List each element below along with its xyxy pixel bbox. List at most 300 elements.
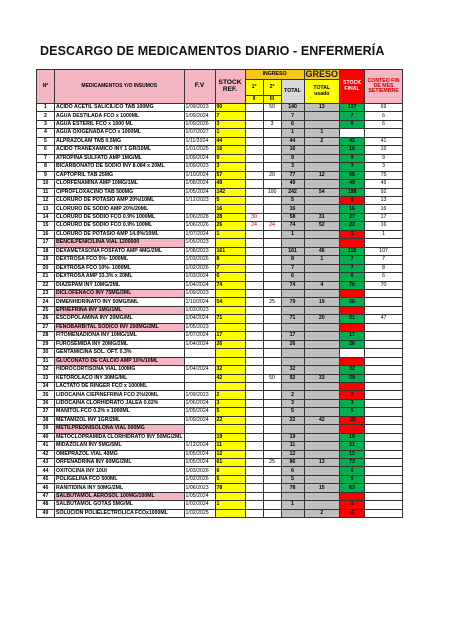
ingreso-first-cell	[245, 196, 263, 204]
medication-name-cell: CAPTOPRIL TAB 25MG	[55, 171, 185, 179]
total-cell: 78	[281, 484, 304, 492]
conteo-fin-mes-cell: 17	[365, 213, 403, 221]
row-number-cell: 29	[37, 340, 55, 348]
ingreso-first-cell: 30	[245, 213, 263, 221]
ingreso-second-cell	[263, 416, 281, 424]
header-stock-final: STOCK FINAL	[340, 70, 365, 104]
table-row	[37, 281, 403, 289]
total-cell	[281, 349, 304, 357]
ingreso-second-cell	[263, 196, 281, 204]
stock-final-cell: 6	[340, 273, 365, 281]
stock-final-cell	[340, 323, 365, 331]
total-used-cell: 19	[304, 298, 340, 306]
table-row	[37, 154, 403, 162]
medication-name-cell: HIDROCORTISONA VIAL 100MG	[55, 366, 185, 374]
row-number-cell: 10	[37, 180, 55, 188]
medication-name-cell: POLIGELINA FCO 500ML	[55, 475, 185, 483]
stock-final-cell	[340, 425, 365, 433]
stock-final-cell: 19	[340, 433, 365, 441]
ingreso-first-cell	[245, 501, 263, 509]
ingreso-first-cell	[245, 256, 263, 264]
header-total-used: TOTAL usado	[304, 80, 340, 104]
expiry-date-cell: 1/05/2024	[184, 459, 215, 467]
stock-ref-cell: 1	[215, 129, 245, 137]
conteo-fin-mes-cell	[365, 459, 403, 467]
total-used-cell: 1	[304, 256, 340, 264]
stock-final-cell: 127	[340, 104, 365, 112]
table-row	[37, 349, 403, 357]
ingreso-second-cell	[263, 146, 281, 154]
ingreso-first-cell	[245, 484, 263, 492]
expiry-date-cell: 1/09/2024	[184, 154, 215, 162]
stock-final-cell: 73	[340, 459, 365, 467]
total-cell: 2	[281, 391, 304, 399]
medication-name-cell: CLORURO DE POTASIO AMP 20%/10ML	[55, 196, 185, 204]
total-used-cell: 13	[304, 459, 340, 467]
medication-name-cell: FUROSEMIDA INY 20MG/2ML	[55, 340, 185, 348]
conteo-fin-mes-cell	[365, 425, 403, 433]
medication-name-cell: ACIDO ACETIL SALICÍLICO TAB 100MG	[55, 104, 185, 112]
ingreso-second-cell	[263, 442, 281, 450]
medication-name-cell: DIAZEPAM INY 10MG/2ML	[55, 281, 185, 289]
row-number-cell: 22	[37, 281, 55, 289]
expiry-date-cell: 1/09/2024	[184, 112, 215, 120]
ingreso-second-cell	[263, 484, 281, 492]
table-row	[37, 425, 403, 433]
stock-ref-cell	[215, 509, 245, 517]
ingreso-first-cell	[245, 129, 263, 137]
row-number-cell: 12	[37, 196, 55, 204]
total-cell: 22	[281, 416, 304, 424]
medication-name-cell: DEXTROSA AMP 33.3% x 20ML	[55, 273, 185, 281]
total-used-cell	[304, 349, 340, 357]
medication-name-cell: OXITOCINA INY 10UI	[55, 467, 185, 475]
medication-name-cell: LACTATO DE RINGER FCO x 1000ML	[55, 382, 185, 390]
medication-name-cell: ALPRAZOLAM TAB 0.5MG	[55, 137, 185, 145]
total-cell: 9	[281, 154, 304, 162]
medication-name-cell: MIDAZOLAN INY 5MG/5ML	[55, 442, 185, 450]
medication-name-cell: ATROPINA SULFATO AMP 1MG/ML	[55, 154, 185, 162]
ingreso-second-cell	[263, 264, 281, 272]
total-used-cell	[304, 306, 340, 314]
ingreso-second-cell: 25	[263, 298, 281, 306]
stock-ref-cell	[215, 306, 245, 314]
total-cell: 6	[281, 273, 304, 281]
total-used-cell: 31	[304, 213, 340, 221]
row-number-cell: 35	[37, 391, 55, 399]
expiry-date-cell: 1/10/2024	[184, 171, 215, 179]
conteo-fin-mes-cell: 13	[365, 196, 403, 204]
medication-name-cell: BICARBONATO DE SODIO INY 8.084 x 20ML	[55, 163, 185, 171]
medication-name-cell: BENCILPENICILINA VIAL 1200000	[55, 239, 185, 247]
conteo-fin-mes-cell	[365, 366, 403, 374]
medication-name-cell: SALBUTAMOL GOTAS 5MG/ML	[55, 501, 185, 509]
medication-name-cell: LIDOCAINA C/EPINEFRINA FCO 2%/20ML	[55, 391, 185, 399]
table-row	[37, 492, 403, 500]
stock-ref-cell	[215, 239, 245, 247]
expiry-date-cell: 1/03/2024	[184, 273, 215, 281]
ingreso-first-cell	[245, 154, 263, 162]
ingreso-second-cell	[263, 332, 281, 340]
total-cell: 44	[281, 137, 304, 145]
conteo-fin-mes-cell	[365, 484, 403, 492]
expiry-date-cell: 1/08/2024	[184, 180, 215, 188]
table-row	[37, 340, 403, 348]
conteo-fin-mes-cell: 3	[365, 163, 403, 171]
conteo-fin-mes-cell	[365, 391, 403, 399]
total-cell: 161	[281, 247, 304, 255]
row-number-cell: 21	[37, 273, 55, 281]
ingreso-second-cell	[263, 180, 281, 188]
total-used-cell: 20	[304, 315, 340, 323]
total-cell: 3	[281, 399, 304, 407]
conteo-fin-mes-cell: 6	[365, 120, 403, 128]
ingreso-second-cell	[263, 391, 281, 399]
row-number-cell: 26	[37, 315, 55, 323]
stock-ref-cell: 1	[215, 501, 245, 509]
ingreso-second-cell	[263, 467, 281, 475]
total-used-cell	[304, 146, 340, 154]
header-ingreso: INGRESO	[245, 70, 304, 80]
ingreso-first-cell	[245, 475, 263, 483]
total-cell: 74	[281, 281, 304, 289]
stock-ref-cell: 61	[215, 459, 245, 467]
stock-ref-cell: 26	[215, 222, 245, 230]
total-used-cell	[304, 239, 340, 247]
stock-ref-cell: 3	[215, 399, 245, 407]
stock-final-cell: 27	[340, 213, 365, 221]
table-row	[37, 129, 403, 137]
ingreso-first-cell	[245, 492, 263, 500]
row-number-cell: 30	[37, 349, 55, 357]
ingreso-first-cell	[245, 416, 263, 424]
total-cell: 5	[281, 475, 304, 483]
ingreso-second-cell	[263, 281, 281, 289]
expiry-date-cell: 1/03/2023	[184, 306, 215, 314]
expiry-date-cell: 1/09/2023	[184, 104, 215, 112]
stock-ref-cell: 16	[215, 146, 245, 154]
stock-final-cell: 7	[340, 256, 365, 264]
expiry-date-cell: 1/10/2024	[184, 298, 215, 306]
stock-ref-cell: 1	[215, 230, 245, 238]
ingreso-first-cell	[245, 264, 263, 272]
ingreso-first-cell	[245, 340, 263, 348]
ingreso-first-cell	[245, 433, 263, 441]
medication-name-cell: ORFENADRINA INY 60MG/2ML	[55, 459, 185, 467]
conteo-fin-mes-cell: 8	[365, 264, 403, 272]
stock-final-cell	[340, 492, 365, 500]
conteo-fin-mes-cell: 16	[365, 205, 403, 213]
total-cell: 92	[281, 374, 304, 382]
medication-name-cell: SALBUTAMOL AEROSOL 100MG/100ML	[55, 492, 185, 500]
total-used-cell	[304, 408, 340, 416]
total-used-cell: 2	[304, 137, 340, 145]
medication-name-cell: DEXTROSA FCO 10%- 1000ML	[55, 264, 185, 272]
table-row	[37, 163, 403, 171]
stock-final-cell: 5	[340, 196, 365, 204]
medication-name-cell: KETOROLACO INY 30MG/ML	[55, 374, 185, 382]
total-cell: 16	[281, 205, 304, 213]
stock-final-cell: 22	[340, 222, 365, 230]
total-used-cell	[304, 163, 340, 171]
total-used-cell	[304, 196, 340, 204]
stock-final-cell: 16	[340, 146, 365, 154]
stock-ref-cell	[215, 382, 245, 390]
total-cell: 242	[281, 188, 304, 196]
stock-final-cell: 3	[340, 399, 365, 407]
conteo-fin-mes-cell: 75	[365, 171, 403, 179]
stock-ref-cell: 26	[215, 340, 245, 348]
conteo-fin-mes-cell: 49	[365, 180, 403, 188]
expiry-date-cell: 1/09/2023	[184, 391, 215, 399]
total-used-cell	[304, 154, 340, 162]
expiry-date-cell: 1/05/2023	[184, 239, 215, 247]
stock-final-cell: 49	[340, 180, 365, 188]
ingreso-first-cell	[245, 332, 263, 340]
row-number-cell: 6	[37, 146, 55, 154]
ingreso-second-cell	[263, 475, 281, 483]
ingreso-first-cell	[245, 467, 263, 475]
expiry-date-cell: 1/09/2023	[184, 289, 215, 297]
table-row	[37, 484, 403, 492]
conteo-fin-mes-cell: 107	[365, 247, 403, 255]
conteo-fin-mes-cell: 9	[365, 154, 403, 162]
expiry-date-cell: 1/05/2024	[184, 492, 215, 500]
total-cell: 49	[281, 180, 304, 188]
stock-ref-cell: 44	[215, 137, 245, 145]
medication-name-cell: METOCLOPRAMIDA CLORHIDRATO INY 50MG/2ML	[56, 433, 183, 440]
ingreso-first-cell	[245, 366, 263, 374]
row-number-cell: 7	[37, 154, 55, 162]
expiry-date-cell: 1/06/2028	[184, 213, 215, 221]
total-cell: 16	[281, 146, 304, 154]
expiry-date-cell	[184, 357, 215, 365]
ingreso-second-cell	[263, 163, 281, 171]
stock-ref-cell: 11	[215, 442, 245, 450]
stock-ref-cell: 19	[215, 433, 245, 441]
total-used-cell	[304, 180, 340, 188]
total-used-cell	[304, 425, 340, 433]
header-second: 2º	[263, 80, 281, 96]
table-row	[37, 442, 403, 450]
ingreso-second-cell	[263, 306, 281, 314]
medication-name-cell: DEXTROSA FCO 5%- 1000ML	[55, 256, 185, 264]
total-cell: 17	[281, 332, 304, 340]
expiry-date-cell	[184, 433, 215, 441]
stock-ref-cell: 16	[215, 205, 245, 213]
table-row	[37, 509, 403, 517]
medication-name-cell: CLORFENAMINA AMP 10MG/1ML	[55, 180, 185, 188]
ingreso-second-cell	[263, 256, 281, 264]
row-number-cell: 5	[37, 137, 55, 145]
stock-final-cell: 70	[340, 281, 365, 289]
row-number-cell: 32	[37, 366, 55, 374]
page-title: DESCARGO DE MEDICAMENTOS DIARIO - ENFERMERÍA	[40, 44, 385, 58]
stock-final-cell	[340, 349, 365, 357]
conteo-fin-mes-cell	[365, 306, 403, 314]
stock-final-cell	[340, 239, 365, 247]
header-n: Nº	[37, 70, 55, 104]
conteo-fin-mes-cell: 6	[365, 112, 403, 120]
row-number-cell: 18	[37, 247, 55, 255]
total-used-cell: 46	[304, 247, 340, 255]
ingreso-second-cell: 100	[263, 188, 281, 196]
expiry-date-cell: 1/05/2023	[184, 323, 215, 331]
total-cell	[281, 382, 304, 390]
total-cell: 12	[281, 450, 304, 458]
conteo-fin-mes-cell	[365, 433, 403, 441]
ingreso-first-cell	[245, 230, 263, 238]
stock-final-cell: 63	[340, 484, 365, 492]
ingreso-first-cell	[245, 273, 263, 281]
total-used-cell	[304, 391, 340, 399]
conteo-fin-mes-cell	[365, 298, 403, 306]
stock-ref-cell: 22	[215, 416, 245, 424]
row-number-cell: 16	[37, 230, 55, 238]
ingreso-second-cell	[263, 408, 281, 416]
conteo-fin-mes-cell	[365, 332, 403, 340]
stock-final-cell: 16	[340, 205, 365, 213]
stock-ref-cell	[215, 357, 245, 365]
ingreso-second-cell	[263, 137, 281, 145]
row-number-cell: 31	[37, 357, 55, 365]
total-used-cell	[304, 289, 340, 297]
ingreso-second-cell: 3	[263, 120, 281, 128]
stock-ref-cell: 161	[215, 247, 245, 255]
total-used-cell	[304, 230, 340, 238]
total-used-cell: 52	[304, 222, 340, 230]
total-cell	[281, 306, 304, 314]
total-used-cell	[304, 433, 340, 441]
ingreso-first-cell	[245, 450, 263, 458]
total-used-cell	[304, 273, 340, 281]
table-row	[37, 264, 403, 272]
stock-ref-cell: 28	[215, 213, 245, 221]
ingreso-second-cell	[263, 129, 281, 137]
total-used-cell	[304, 264, 340, 272]
conteo-fin-mes-cell	[365, 349, 403, 357]
stock-ref-cell	[215, 349, 245, 357]
ingreso-first-cell	[245, 357, 263, 365]
header-first-roman: II	[245, 95, 263, 103]
total-cell: 1	[281, 129, 304, 137]
row-number-cell: 20	[37, 264, 55, 272]
ingreso-second-cell	[263, 509, 281, 517]
total-used-cell	[304, 475, 340, 483]
total-used-cell: 54	[304, 188, 340, 196]
ingreso-first-cell	[245, 315, 263, 323]
stock-ref-cell: 5	[215, 196, 245, 204]
stock-final-cell: 12	[340, 450, 365, 458]
table-row	[37, 450, 403, 458]
row-number-cell: 36	[37, 399, 55, 407]
conteo-fin-mes-cell: 6	[365, 273, 403, 281]
stock-ref-cell: 142	[215, 188, 245, 196]
table-row	[37, 120, 403, 128]
conteo-fin-mes-cell	[365, 450, 403, 458]
conteo-fin-mes-cell	[365, 374, 403, 382]
ingreso-first-cell	[245, 391, 263, 399]
row-number-cell: 38	[37, 416, 55, 424]
stock-final-cell: 51	[340, 315, 365, 323]
stock-ref-cell: 49	[215, 180, 245, 188]
stock-ref-cell: 74	[215, 281, 245, 289]
ingreso-first-cell	[245, 442, 263, 450]
conteo-fin-mes-cell: 47	[365, 315, 403, 323]
total-cell: 74	[281, 222, 304, 230]
ingreso-second-cell	[263, 230, 281, 238]
row-number-cell: 24	[37, 298, 55, 306]
medication-name-cell: METILPREDNISOLONA VIAL 500MG	[55, 425, 185, 433]
stock-ref-cell: 12	[215, 450, 245, 458]
row-number-cell: 40	[37, 433, 55, 441]
ingreso-second-cell	[263, 433, 281, 441]
table-row	[37, 298, 403, 306]
ingreso-second-cell	[263, 154, 281, 162]
expiry-date-cell: 1/02/2026	[184, 264, 215, 272]
total-cell	[281, 239, 304, 247]
table-row	[37, 180, 403, 188]
medication-name-cell: CLORURO DE SODIO FCO 0.9% 100ML	[55, 222, 185, 230]
stock-final-cell: 3	[340, 163, 365, 171]
row-number-cell: 11	[37, 188, 55, 196]
stock-final-cell	[340, 382, 365, 390]
stock-final-cell	[340, 129, 365, 137]
medication-name-cell: FENOBARBITAL SODICO INY 200MG/2ML	[55, 323, 185, 331]
ingreso-first-cell	[245, 374, 263, 382]
row-number-cell: 49	[37, 509, 55, 517]
total-cell	[281, 492, 304, 500]
expiry-date-cell: 1/02/2026	[184, 475, 215, 483]
ingreso-second-cell: 20	[263, 171, 281, 179]
table-row	[37, 213, 403, 221]
stock-final-cell: 2	[340, 391, 365, 399]
stock-final-cell	[340, 289, 365, 297]
expiry-date-cell	[184, 382, 215, 390]
total-cell: 26	[281, 340, 304, 348]
ingreso-first-cell	[245, 306, 263, 314]
medication-name-cell: MANITOL FCO 0.2% x 1000ML	[55, 408, 185, 416]
ingreso-first-cell	[245, 425, 263, 433]
total-cell: 6	[281, 120, 304, 128]
row-number-cell: 33	[37, 374, 55, 382]
row-number-cell: 47	[37, 492, 55, 500]
conteo-fin-mes-cell	[365, 357, 403, 365]
ingreso-first-cell	[245, 289, 263, 297]
medication-table	[36, 69, 403, 518]
table-row	[37, 416, 403, 424]
table-row	[37, 332, 403, 340]
total-cell: 7	[281, 112, 304, 120]
ingreso-first-cell	[245, 137, 263, 145]
row-number-cell: 45	[37, 475, 55, 483]
ingreso-second-cell	[263, 315, 281, 323]
stock-ref-cell: 71	[215, 315, 245, 323]
ingreso-first-cell	[245, 239, 263, 247]
conteo-fin-mes-cell	[365, 340, 403, 348]
ingreso-first-cell	[245, 247, 263, 255]
stock-ref-cell: 54	[215, 298, 245, 306]
conteo-fin-mes-cell	[365, 509, 403, 517]
conteo-fin-mes-cell: 1	[365, 230, 403, 238]
total-cell: 77	[281, 171, 304, 179]
table-row	[37, 391, 403, 399]
table-row	[37, 137, 403, 145]
header-ingreso-banner: GRESO	[305, 69, 339, 79]
total-used-cell: 33	[304, 374, 340, 382]
stock-ref-cell: 7	[215, 264, 245, 272]
row-number-cell: 17	[37, 239, 55, 247]
